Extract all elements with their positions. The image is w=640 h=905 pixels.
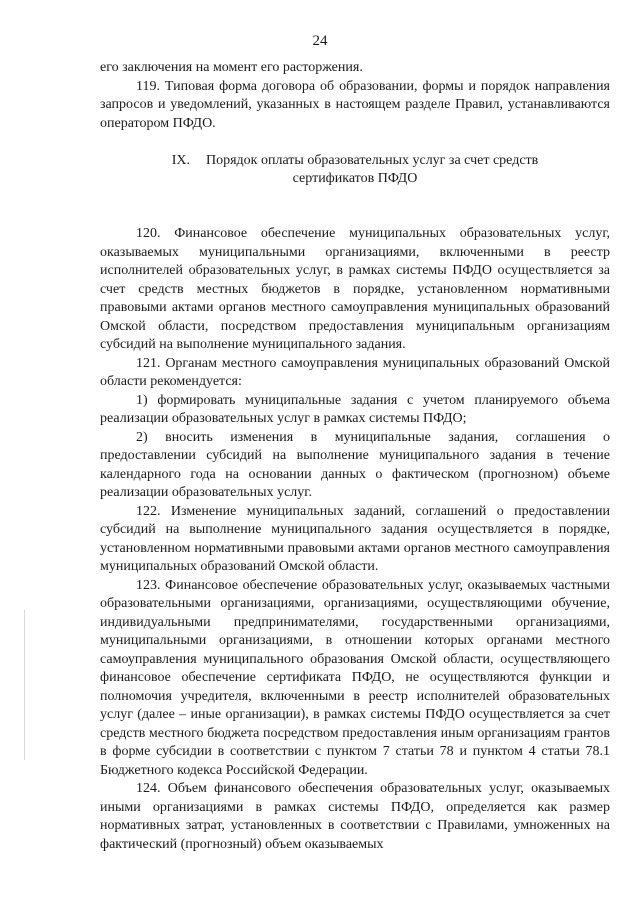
section-title-line1: Порядок оплаты образовательных услуг за счет средств [205, 153, 539, 168]
paragraph-continuation: его заключения на момент его расторжения. [100, 60, 363, 75]
paragraph-122: 122. Изменение муниципальных заданий, соглашений о предоставлении субсидий на выполнение муниципального задания осуществляется в порядке, установленном нормативными правовыми актами органов местного самоуправления муниципальных образований Омской области. [100, 503, 610, 574]
paragraph-121-item-2: 2) вносить изменения в муниципальные задания, соглашения о предоставлении субсидий на выполнение муниципального задания в течение календарного года на основании данных о фактическом (прогнозном) объеме реализации образовательных услуг. [100, 429, 610, 500]
paragraph-119: 119. Типовая форма договора об образовании, формы и порядок направления запросов и уведомлений, указанных в настоящем разделе Правил, устанавливаются оператором ПФДО. [100, 78, 610, 131]
page-number: 24 [312, 33, 328, 49]
section-title-line2: сертификатов ПФДО [292, 171, 418, 186]
section-heading [100, 152, 610, 188]
section-number: IX. [171, 153, 190, 168]
scan-edge-mark [24, 610, 25, 760]
document-body [100, 59, 610, 854]
paragraph-121-item-1: 1) формировать муниципальные задания с учетом планируемого объема реализации образовательных услуг в рамках системы ПФДО; [100, 392, 610, 426]
paragraph-123: 123. Финансовое обеспечение образовательных услуг, оказываемых частными образовательными организациями, организациями, осуществляющими обучение, индивидуальными предпринимателями, государственными организациями, муниципальными организациями, в отношении которых органами местного самоуправления муниципального образования Омской области, осуществляющего финансовое обеспечение сертификата ПФДО, не осуществляются функции и полномочия учредителя, включенными в реестр исполнителей образовательных услуг (далее – иные организации), в рамках системы ПФДО осуществляется за счет средств местного бюджета посредством предоставления иным организациям грантов в форме субсидии в соответствии с пунктом 7 статьи 78 и пунктом 4 статьи 78.1 Бюджетного кодекса Российской Федерации. [100, 577, 610, 778]
paragraph-121: 121. Органам местного самоуправления муниципальных образований Омской области рекомендуется: [100, 355, 610, 389]
paragraph-120: 120. Финансовое обеспечение муниципальных образовательных услуг, оказываемых муниципальными организациями, включенными в реестр исполнителей образовательных услуг, в рамках системы ПФДО осуществляется за счет средств местных бюджетов в порядке, установленном нормативными правовыми актами органов местного самоуправления муниципальных образований Омской области, посредством предоставления муниципальным организациям субсидий на выполнение муниципального задания. [100, 226, 610, 352]
paragraph-124: 124. Объем финансового обеспечения образовательных услуг, оказываемых иными организациями в рамках системы ПФДО, определяется как размер нормативных затрат, установленных в соответствии с Правилами, умноженных на фактический (прогнозный) объем оказываемых [100, 781, 610, 852]
